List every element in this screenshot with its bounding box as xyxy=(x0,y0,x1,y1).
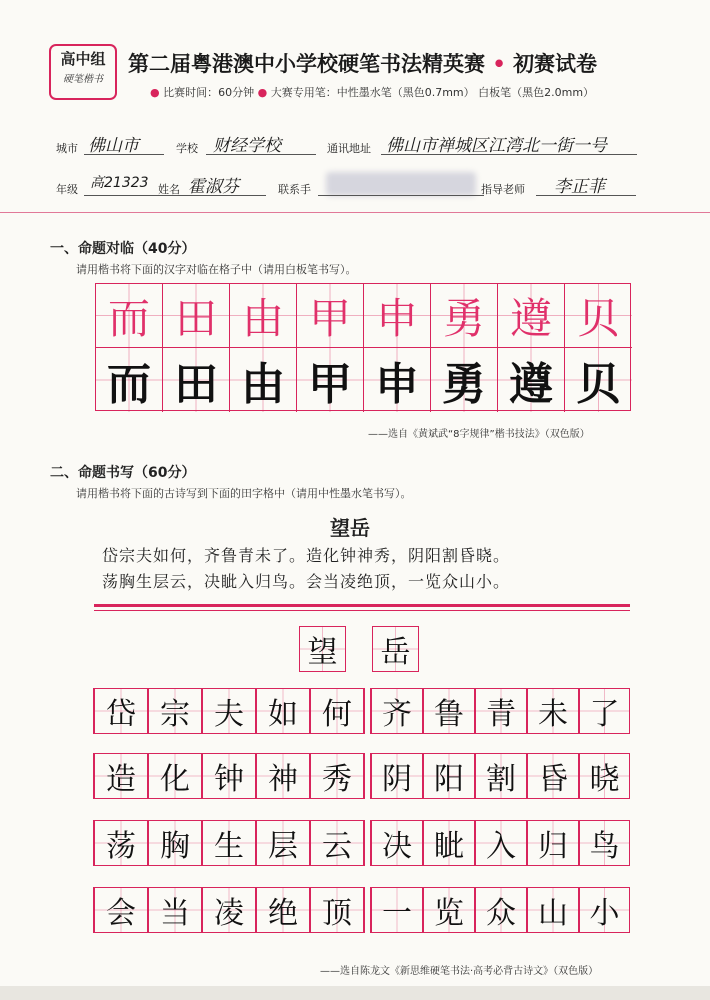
writing-cell[interactable]: 宗 xyxy=(148,688,202,734)
model-char-cell: 勇 xyxy=(431,284,498,348)
writing-cell[interactable]: 决 xyxy=(371,820,423,866)
writing-cell[interactable]: 化 xyxy=(148,753,202,799)
exam-title-main: 第二届粤港澳中小学校硬笔书法精英赛 xyxy=(128,52,485,76)
writing-cell[interactable]: 晓 xyxy=(579,753,630,799)
section1-source: ——选自《黄斌武“8字规律”楷书技法》（双色版） xyxy=(368,429,590,440)
writing-cell[interactable]: 钟 xyxy=(202,753,256,799)
section1-note: 请用楷书将下面的汉字对临在格子中（请用白板笔书写）。 xyxy=(76,263,357,276)
writing-cell[interactable]: 昏 xyxy=(527,753,579,799)
model-char-cell: 甲 xyxy=(297,284,364,348)
writing-cell[interactable]: 阳 xyxy=(423,753,475,799)
city-underline xyxy=(84,154,164,155)
writing-cell[interactable]: 当 xyxy=(148,887,202,933)
writing-cell[interactable]: 入 xyxy=(475,820,527,866)
model-char-cell: 遵 xyxy=(498,284,565,348)
writing-cell[interactable]: 齐 xyxy=(371,688,423,734)
phone-field-redacted[interactable] xyxy=(326,172,476,196)
writing-cell[interactable]: 青 xyxy=(475,688,527,734)
double-rule xyxy=(94,604,630,607)
section2-note: 请用楷书将下面的古诗写到下面的田字格中（请用中性墨水笔书写）。 xyxy=(76,487,412,500)
writing-cell[interactable]: 鸟 xyxy=(579,820,630,866)
bullet-icon: ● xyxy=(257,86,268,99)
double-rule xyxy=(94,610,630,611)
copy-char-cell[interactable]: 田 xyxy=(163,348,230,412)
writing-cell[interactable]: 如 xyxy=(256,688,310,734)
poem-line: 荡胸生层云，决眦入归鸟。会当凌绝顶，一览众山小。 xyxy=(102,572,511,591)
phone-label: 联系手 xyxy=(278,183,311,196)
copy-char-cell[interactable]: 申 xyxy=(364,348,431,412)
model-char-cell: 由 xyxy=(230,284,297,348)
writing-cell[interactable]: 岱 xyxy=(94,688,148,734)
writing-cell[interactable]: 夫 xyxy=(202,688,256,734)
school-label: 学校 xyxy=(176,142,198,155)
teacher-underline xyxy=(536,195,636,196)
school-field[interactable]: 财经学校 xyxy=(213,136,281,156)
writing-cell[interactable]: 会 xyxy=(94,887,148,933)
written-title-char[interactable]: 岳 xyxy=(372,626,419,672)
writing-cell[interactable]: 秀 xyxy=(310,753,364,799)
grade-label: 年级 xyxy=(56,183,78,196)
poem-title: 望岳 xyxy=(330,516,370,540)
divider xyxy=(0,212,710,213)
pen-info: 大赛专用笔：中性墨水笔（黑色0.7mm） 白板笔（黑色2.0mm） xyxy=(270,86,595,99)
phone-underline xyxy=(318,195,484,196)
writing-cell[interactable]: 生 xyxy=(202,820,256,866)
city-label: 城市 xyxy=(56,142,78,155)
poem-line: 岱宗夫如何，齐鲁青未了。造化钟神秀，阴阳割昏晓。 xyxy=(102,546,511,565)
writing-cell[interactable]: 众 xyxy=(475,887,527,933)
writing-cell[interactable]: 神 xyxy=(256,753,310,799)
writing-cell[interactable]: 荡 xyxy=(94,820,148,866)
copy-grid xyxy=(95,283,631,411)
exam-subline xyxy=(150,84,594,100)
city-field[interactable]: 佛山市 xyxy=(88,136,139,156)
writing-cell[interactable]: 览 xyxy=(423,887,475,933)
copy-char-cell[interactable]: 遵 xyxy=(498,348,565,412)
copy-char-cell[interactable]: 由 xyxy=(230,348,297,412)
bullet-icon: ● xyxy=(150,86,160,99)
time-info: 比赛时间：60分钟 xyxy=(163,86,255,99)
group-badge xyxy=(49,44,117,100)
copy-char-cell[interactable]: 勇 xyxy=(431,348,498,412)
section2-title: 二、命题书写（60分） xyxy=(50,465,196,481)
address-field[interactable]: 佛山市禅城区江湾北一街一号 xyxy=(386,136,607,156)
model-char-cell: 贝 xyxy=(565,284,632,348)
writing-cell[interactable]: 割 xyxy=(475,753,527,799)
group-label: 高中组 xyxy=(60,50,106,68)
grade-name-underline xyxy=(84,195,266,196)
model-char-cell: 田 xyxy=(163,284,230,348)
writing-cell[interactable]: 鲁 xyxy=(423,688,475,734)
exam-title-tail: 初赛试卷 xyxy=(513,52,598,76)
grade-field[interactable]: 高21323 xyxy=(90,175,149,191)
writing-cell[interactable]: 阴 xyxy=(371,753,423,799)
writing-cell[interactable]: 胸 xyxy=(148,820,202,866)
writing-cell[interactable]: 未 xyxy=(527,688,579,734)
address-label: 通讯地址 xyxy=(327,142,371,155)
model-char-cell: 而 xyxy=(96,284,163,348)
writing-cell[interactable]: 凌 xyxy=(202,887,256,933)
exam-title xyxy=(128,48,688,78)
school-underline xyxy=(206,154,316,155)
model-char-cell: 申 xyxy=(364,284,431,348)
writing-cell[interactable]: 层 xyxy=(256,820,310,866)
writing-cell[interactable]: 绝 xyxy=(256,887,310,933)
writing-cell[interactable]: 造 xyxy=(94,753,148,799)
writing-cell[interactable]: 眦 xyxy=(423,820,475,866)
title-dot: • xyxy=(492,52,506,76)
teacher-field[interactable]: 李正菲 xyxy=(554,177,605,197)
copy-char-cell[interactable]: 甲 xyxy=(297,348,364,412)
writing-cell[interactable]: 山 xyxy=(527,887,579,933)
teacher-label: 指导老师 xyxy=(481,183,525,196)
address-underline xyxy=(381,154,637,155)
copy-char-cell[interactable]: 而 xyxy=(96,348,163,412)
name-label: 姓名 xyxy=(158,183,180,196)
section2-source: ——选自陈龙文《新思维硬笔书法·高考必背古诗文》（双色版） xyxy=(320,966,599,977)
writing-cell[interactable]: 一 xyxy=(371,887,423,933)
written-title-char[interactable]: 望 xyxy=(299,626,346,672)
name-field[interactable]: 霍淑芬 xyxy=(188,177,239,197)
group-sub-label: 硬笔楷书 xyxy=(63,74,103,85)
writing-cell[interactable]: 小 xyxy=(579,887,630,933)
writing-cell[interactable]: 云 xyxy=(310,820,364,866)
copy-char-cell[interactable]: 贝 xyxy=(565,348,632,412)
section1-title: 一、命题对临（40分） xyxy=(50,241,196,257)
scan-edge xyxy=(0,986,710,1000)
writing-cell[interactable]: 了 xyxy=(579,688,630,734)
writing-cell[interactable]: 何 xyxy=(310,688,364,734)
writing-cell[interactable]: 顶 xyxy=(310,887,364,933)
writing-cell[interactable]: 归 xyxy=(527,820,579,866)
